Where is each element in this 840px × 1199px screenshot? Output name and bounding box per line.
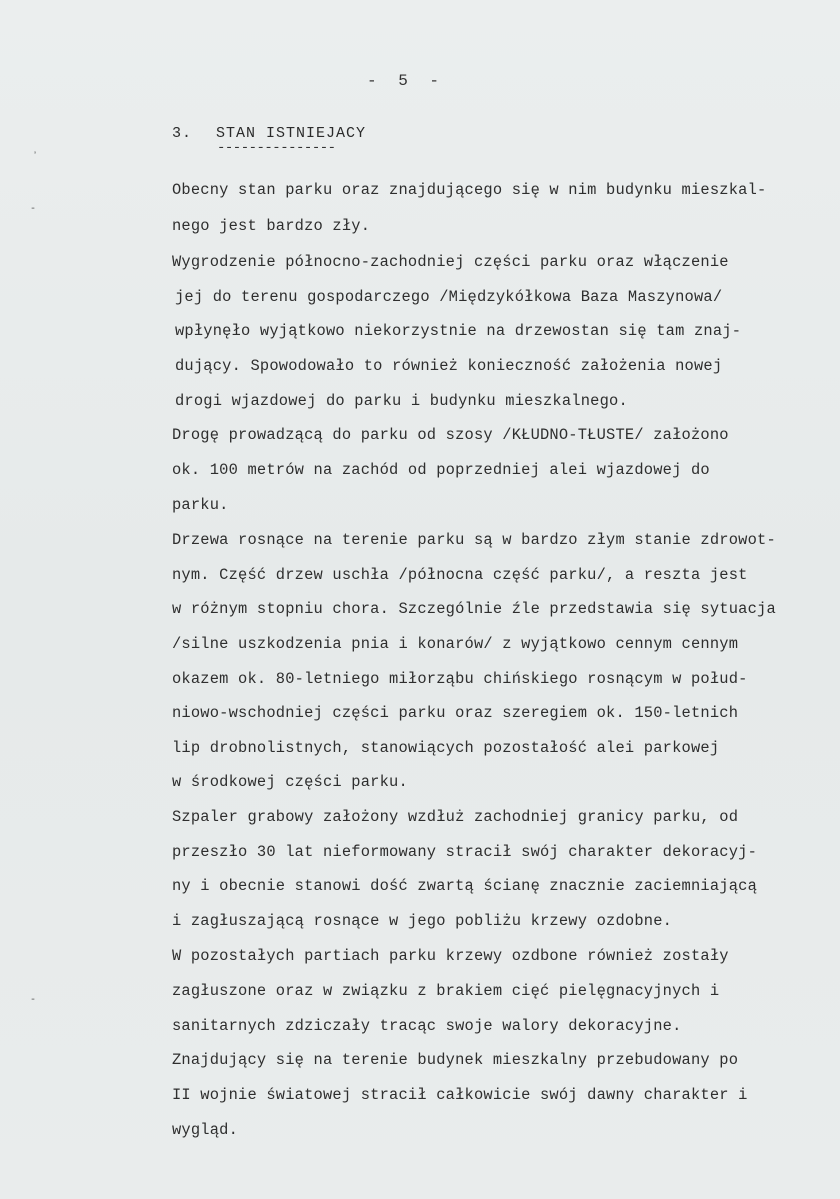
text-line: W pozostałych partiach parku krzewy ozdbone również zostały — [172, 947, 729, 965]
text-line: Znajdujący się na terenie budynek mieszkalny przebudowany po — [172, 1051, 739, 1069]
text-line: ny i obecnie stanowi dość zwartą ścianę znacznie zaciemniającą — [172, 877, 758, 895]
text-line: parku. — [172, 496, 229, 514]
page-number: - 5 - — [367, 72, 446, 90]
margin-mark: ʼ — [32, 152, 39, 163]
text-line: sanitarnych zdziczały tracąc swoje walory dekoracyjne. — [172, 1017, 682, 1035]
text-line: Obecny stan parku oraz znajdującego się w nim budynku mieszkal- — [172, 181, 767, 199]
text-line: Szpaler grabowy założony wzdłuż zachodniej granicy parku, od — [172, 808, 739, 826]
text-line: przeszło 30 lat nieformowany stracił swój charakter dekoracyj- — [172, 843, 758, 861]
text-line: dujący. Spowodowało to również konieczność założenia nowej — [175, 357, 723, 375]
text-line: wpłynęło wyjątkowo niekorzystnie na drzewostan się tam znaj- — [175, 322, 742, 340]
heading-underline: --------------- — [217, 140, 336, 156]
text-line: Drogę prowadzącą do parku od szosy /KŁUDNO-TŁUSTE/ założono — [172, 426, 729, 444]
text-line: drogi wjazdowej do parku i budynku mieszkalnego. — [175, 392, 628, 410]
text-line: nego jest bardzo zły. — [172, 217, 371, 235]
text-line: jej do terenu gospodarczego /Międzykółkowa Baza Maszynowa/ — [175, 288, 723, 306]
margin-mark: - — [30, 995, 37, 1006]
text-line: okazem ok. 80-letniego miłorząbu chińskiego rosnącym w połud- — [172, 670, 748, 688]
text-line: Drzewa rosnące na terenie parku są w bardzo złym stanie zdrowot- — [172, 531, 776, 549]
text-line: /silne uszkodzenia pnia i konarów/ z wyjątkowo cennym cennym — [172, 635, 739, 653]
text-line: zagłuszone oraz w związku z brakiem cięć pielęgnacyjnych i — [172, 982, 720, 1000]
text-line: Wygrodzenie północno-zachodniej części parku oraz włączenie — [172, 253, 729, 271]
section-title: STAN ISTNIEJACY — [216, 125, 367, 142]
section-number: 3. — [172, 125, 193, 142]
text-line: wygląd. — [172, 1121, 239, 1139]
margin-mark: - — [30, 204, 37, 215]
text-line: i zagłuszającą rosnące w jego pobliżu krzewy ozdobne. — [172, 912, 673, 930]
text-line: nym. Część drzew uschła /północna część parku/, a reszta jest — [172, 566, 748, 584]
text-line: lip drobnolistnych, stanowiących pozostałość alei parkowej — [172, 739, 720, 757]
text-line: niowo-wschodniej części parku oraz szeregiem ok. 150-letnich — [172, 704, 739, 722]
text-line: II wojnie światowej stracił całkowicie swój dawny charakter i — [172, 1086, 748, 1104]
text-line: w różnym stopniu chora. Szczególnie źle przedstawia się sytuacja — [172, 600, 776, 618]
text-line: w środkowej części parku. — [172, 773, 408, 791]
text-line: ok. 100 metrów na zachód od poprzedniej alei wjazdowej do — [172, 461, 710, 479]
